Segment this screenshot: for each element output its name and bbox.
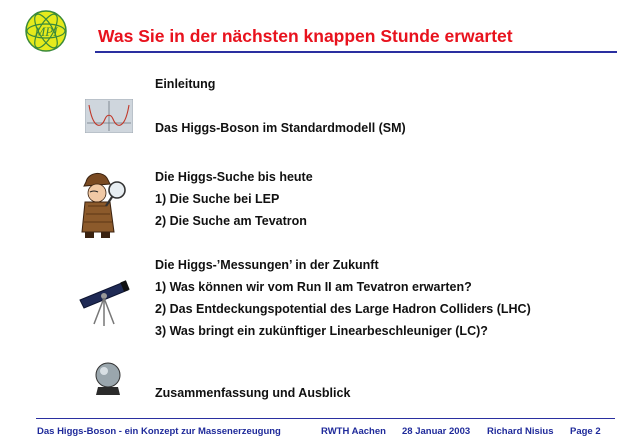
agenda-item-lc: 3) Was bringt ein zukünftiger Linearbeschleuniger (LC)? bbox=[155, 324, 488, 338]
footer-date: 28 Januar 2003 bbox=[402, 426, 471, 437]
agenda-item-future-heading: Die Higgs-’Messungen’ in der Zukunft bbox=[155, 258, 379, 272]
agenda-item-summary: Zusammenfassung und Ausblick bbox=[155, 386, 351, 400]
mpi-logo-icon bbox=[24, 9, 68, 53]
title-divider bbox=[95, 51, 617, 53]
detective-magnifier-icon bbox=[76, 168, 128, 240]
agenda-item-run2: 1) Was können wir vom Run II am Tevatron erwarten? bbox=[155, 280, 472, 294]
footer-divider bbox=[36, 418, 615, 419]
footer-author: Richard Nisius bbox=[487, 426, 554, 437]
agenda-item-sm: Das Higgs-Boson im Standardmodell (SM) bbox=[155, 121, 406, 135]
higgs-potential-plot-icon bbox=[85, 99, 133, 133]
agenda-item-tevatron: 2) Die Suche am Tevatron bbox=[155, 214, 307, 228]
agenda-item-lhc: 2) Das Entdeckungspotential des Large Hadron Colliders (LHC) bbox=[155, 302, 531, 316]
agenda-item-search-heading: Die Higgs-Suche bis heute bbox=[155, 170, 313, 184]
telescope-icon bbox=[76, 276, 132, 328]
footer-venue: RWTH Aachen bbox=[321, 426, 386, 437]
footer-talk-title: Das Higgs-Boson - ein Konzept zur Massenerzeugung bbox=[37, 426, 281, 437]
agenda-item-intro: Einleitung bbox=[155, 77, 216, 91]
crystal-ball-icon bbox=[93, 361, 123, 397]
slide-title: Was Sie in der nächsten knappen Stunde erwartet bbox=[98, 26, 513, 46]
logo-text: MPI bbox=[34, 24, 58, 39]
agenda-item-lep: 1) Die Suche bei LEP bbox=[155, 192, 280, 206]
footer-page-number: Page 2 bbox=[570, 426, 601, 437]
